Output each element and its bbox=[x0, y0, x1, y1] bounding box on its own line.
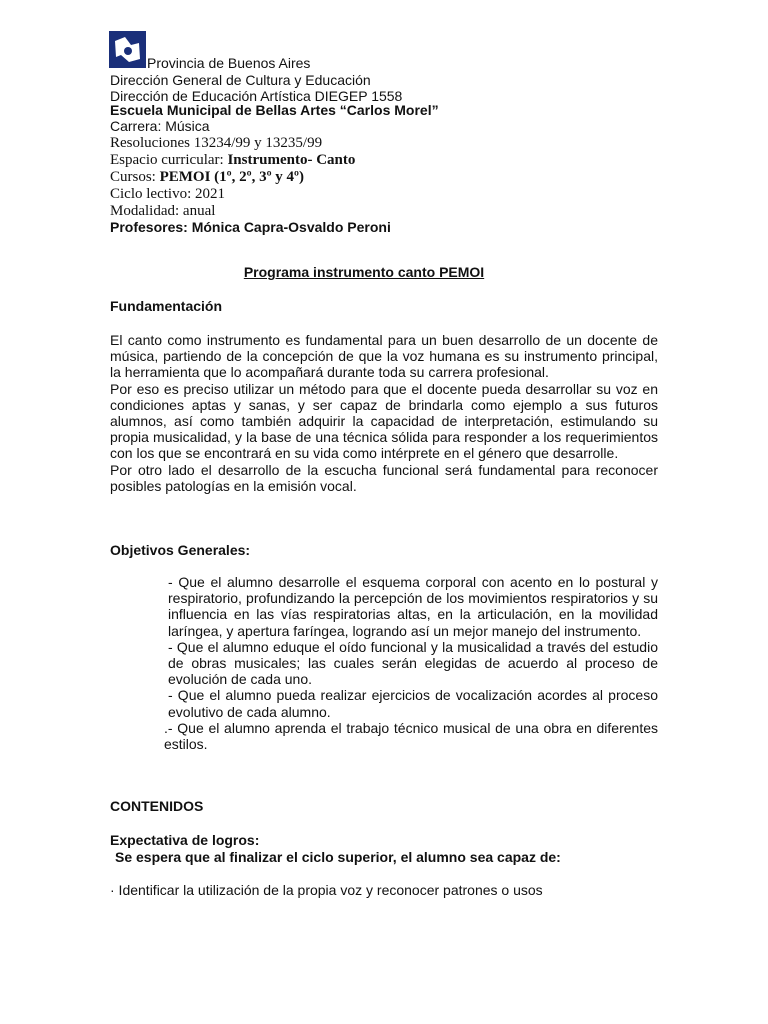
header-direction-education: Dirección de Educación Artística DIEGEP 1558 bbox=[110, 88, 403, 104]
header-curricular-space bbox=[110, 152, 355, 169]
header-direction-general: Dirección General de Cultura y Educación bbox=[110, 72, 371, 88]
curricular-space-value: Instrumento- Canto bbox=[227, 152, 356, 168]
courses-label: Cursos: bbox=[110, 169, 160, 185]
header-school-year: Ciclo lectivo: 2021 bbox=[110, 186, 225, 202]
program-title-text: Programa instrumento canto PEMOI bbox=[243, 264, 485, 280]
header-resolutions: Resoluciones 13234/99 y 13235/99 bbox=[110, 135, 323, 151]
courses-value: PEMOI (1º, 2º, 3º y 4º) bbox=[159, 169, 304, 185]
program-title bbox=[0, 264, 768, 280]
header-teachers: Profesores: Mónica Capra-Osvaldo Peroni bbox=[110, 219, 391, 235]
fundamentacion-paragraph-1: El canto como instrumento es fundamental para un buen desarrollo de un docente de música, partiendo de la concepción de que la voz humana es su instrumento principal, la herramienta que lo acompañará durante toda su carrera profesional. bbox=[110, 332, 658, 381]
objetivos-list bbox=[164, 574, 658, 753]
contenidos-heading: CONTENIDOS bbox=[110, 798, 204, 814]
fundamentacion-heading: Fundamentación bbox=[110, 298, 223, 314]
fundamentacion-body bbox=[110, 332, 658, 494]
objetivos-heading: Objetivos Generales: bbox=[110, 542, 251, 558]
header-school-name: Escuela Municipal de Bellas Artes “Carlos Morel” bbox=[110, 102, 439, 118]
fundamentacion-paragraph-3: Por otro lado el desarrollo de la escucha funcional será fundamental para reconocer posibles patologías en la emisión vocal. bbox=[110, 461, 658, 494]
objetivo-item: .- Que el alumno aprenda el trabajo técnico musical de una obra en diferentes estilos. bbox=[164, 719, 658, 753]
expectativa-heading: Expectativa de logros: bbox=[110, 832, 260, 848]
objetivo-item: - Que el alumno pueda realizar ejercicios de vocalización acordes al proceso evolutivo de cada alumno. bbox=[168, 687, 658, 720]
header-career: Carrera: Música bbox=[110, 118, 210, 134]
curricular-space-label: Espacio curricular: bbox=[110, 152, 228, 168]
objetivo-item: - Que el alumno eduque el oído funcional y la musicalidad a través del estudio de obras musicales; las cuales serán elegidas de acuerdo al proceso de evolución de cada uno. bbox=[168, 638, 658, 688]
fundamentacion-paragraph-2: Por eso es preciso utilizar un método para que el docente pueda desarrollar su voz en condiciones aptas y sanas, y ser capaz de brindarla como ejemplo a sus futuros alumnos, así como también adquirir la capacidad de interpretación, estimulando su propia musicalidad, y la base de una técnica sólida para responder a los requerimientos con los que se encontrará en su vida como intérprete en el género que desarrolle. bbox=[110, 380, 658, 462]
objetivo-item: - Que el alumno desarrolle el esquema corporal con acento en lo postural y respiratorio, profundizando la percepción de los movimientos respiratorios y su influencia en las vías respiratorias altas, en la articulación, en la movilidad laríngea, y apertura faríngea, logrando así un mejor manejo del instrumento. bbox=[168, 574, 658, 639]
header-courses bbox=[110, 169, 304, 186]
contenidos-bullet: · Identificar la utilización de la propia voz y reconocer patrones o usos bbox=[110, 882, 543, 898]
expectativa-subline: Se espera que al finalizar el ciclo superior, el alumno sea capaz de: bbox=[115, 849, 561, 865]
header-modality: Modalidad: anual bbox=[110, 203, 216, 219]
header-province: Provincia de Buenos Aires bbox=[147, 55, 311, 71]
